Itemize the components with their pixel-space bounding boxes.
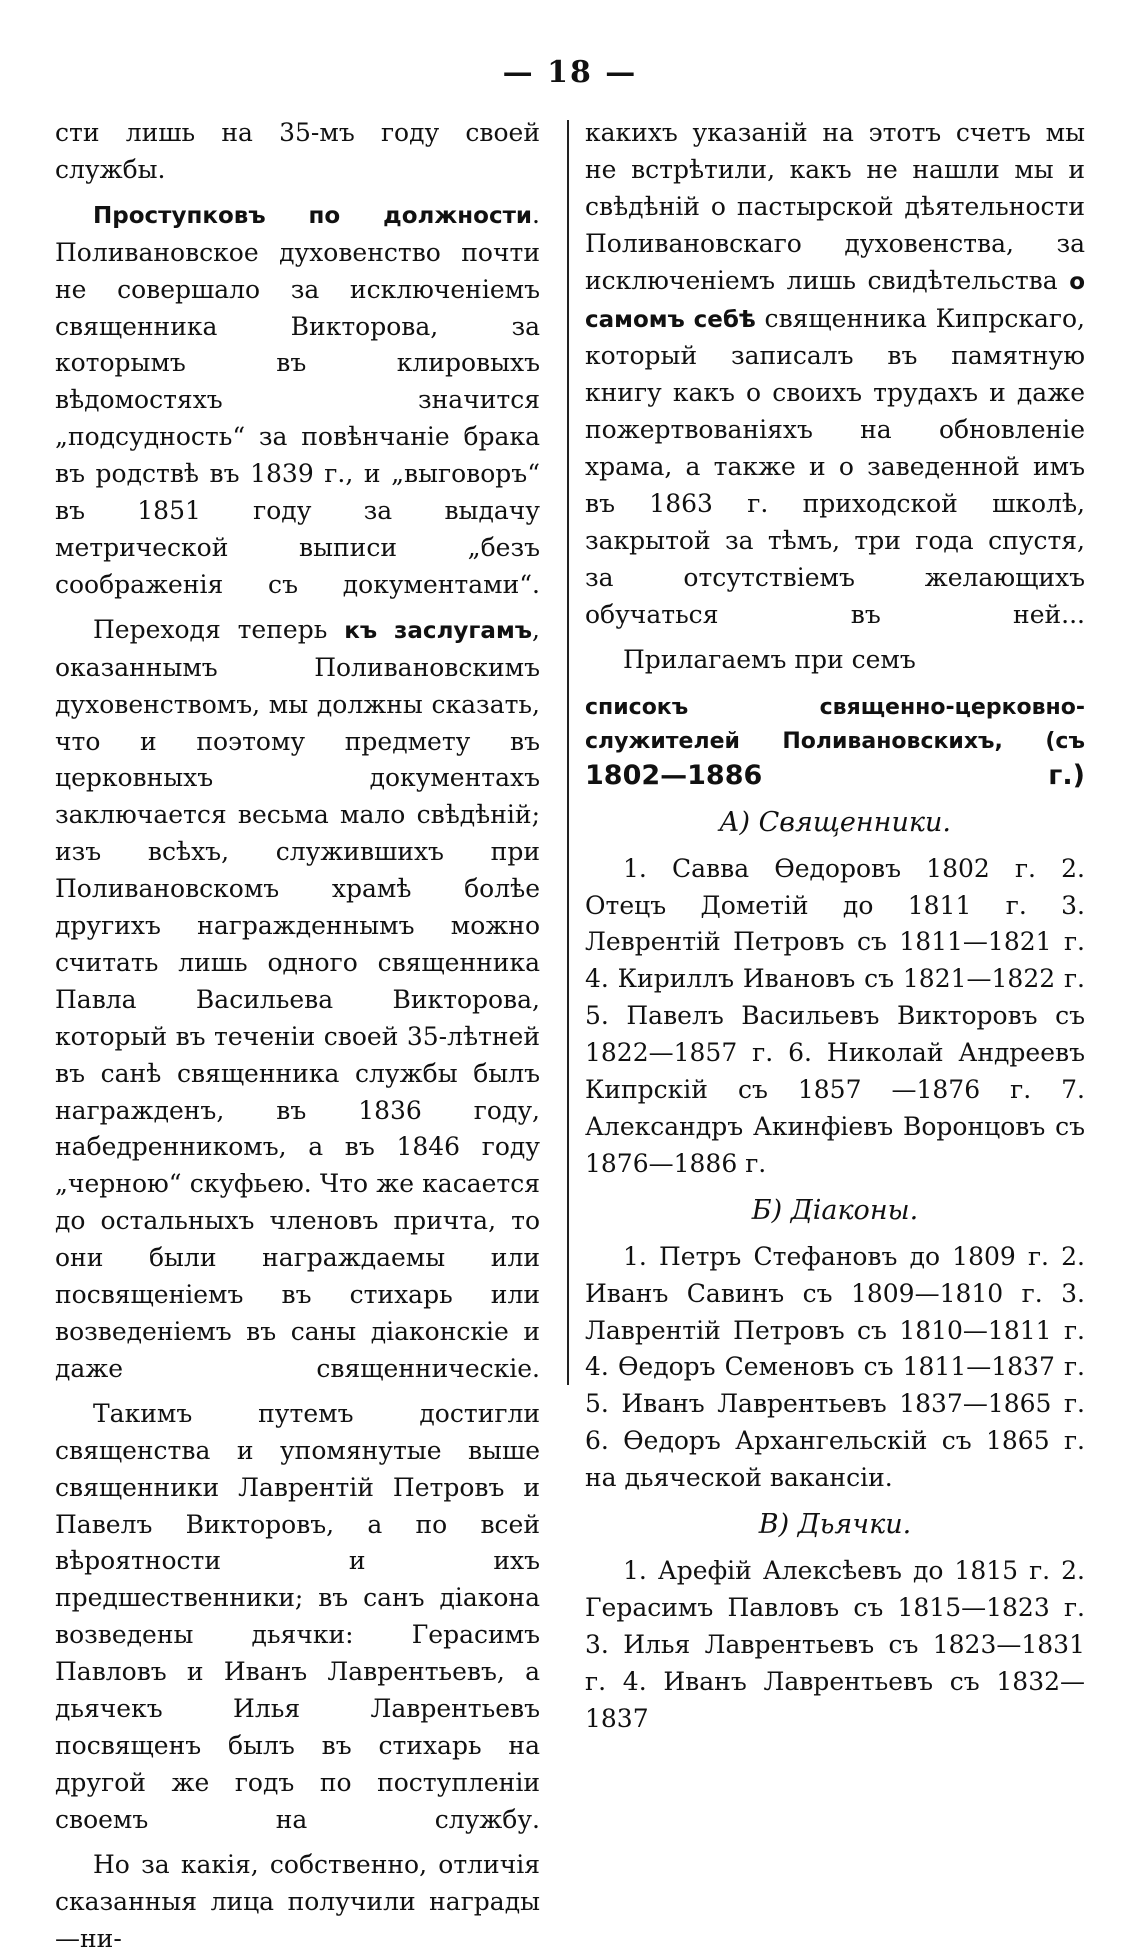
heading-misconduct: Проступковъ по должности [93, 202, 533, 229]
section-priests-title: А) Священники. [719, 806, 951, 838]
page-number: — 18 — [502, 55, 638, 90]
paragraph-attach: Прилагаемъ при семъ [623, 644, 916, 674]
section-deacons-list: 1. Петръ Стефановъ до 1809 г. 2. Иванъ Савинъ съ 1809—1810 г. 3. Лаврентiй Петровъ съ 1810—1811 г. 4. Өедоръ Семеновъ съ 1811—1837 г. 5. Иванъ Лаврентьевъ 1837—1865 г. 6. Өедоръ Архангельскiй съ 1865 г. на дьяческой вакансiи. [585, 1241, 1085, 1493]
heading-about-himself: о самомъ себѣ [585, 268, 1085, 333]
clergy-list-title: списокъ священно-церковно-служителей Поливановскихъ, (съ 1802—1886 г.) [585, 694, 1085, 791]
right-column [585, 115, 1085, 1738]
paragraph-misconduct: Проступковъ по должности. Поливановское духовенство почти не совершало за исключенiемъ священника Викторова, за которымъ въ клировыхъ вѣдомостяхъ значится „подсудность“ за повѣнчанiе брака въ родствѣ въ 1839 г., и „выговоръ“ въ 1851 году за выдачу метрической выписи „безъ соображенiя съ документами“. [55, 199, 540, 599]
section-priests-list: 1. Савва Өедоровъ 1802 г. 2. Отецъ Дометiй до 1811 г. 3. Леврентiй Петровъ съ 1811—1821 г. 4. Кириллъ Ивановъ съ 1821—1822 г. 5. Павелъ Васильевъ Викторовъ съ 1822—1857 г. 6. Николай Андреевъ Кипрскiй съ 1857 —1876 г. 7. Александръ Акинфiевъ Воронцовъ съ 1876—1886 г. [585, 853, 1085, 1178]
heading-merits: къ заслугамъ [344, 617, 533, 644]
section-sextons-title: В) Дьячки. [758, 1509, 912, 1541]
paragraph-ordinations: Такимъ путемъ достигли священства и упомянутые выше священники Лаврентiй Петровъ и Павелъ Викторовъ, а по всей вѣроятности и ихъ предшественники; въ санъ дiакона возведены дьячки: Герасимъ Павловъ и Иванъ Лаврентьевъ, а дьячекъ Илья Лаврентьевъ посвященъ былъ въ стихарь на другой же годъ по поступленiи своемъ на службу. [55, 1398, 540, 1834]
left-column [55, 115, 540, 1957]
column-divider [567, 120, 569, 1385]
paragraph-awards: Но за какiя, собственно, отличiя сказанныя лица получили награды—ни- [55, 1849, 540, 1953]
paragraph-pastoral: какихъ указанiй на этотъ счетъ мы не встрѣтили, какъ не нашли мы и свѣдѣнiй о пастырской дѣятельности Поливановскаго духовенства, за исключенiемъ лишь свидѣтельства о самомъ себѣ священника Кипрскаго, который записалъ въ памятную книгу какъ о своихъ трудахъ и даже пожертвованiяхъ на обновленiе храма, а также и о заведенной имъ въ 1863 г. приходской школѣ, закрытой за тѣмъ, три года спустя, за отсутствiемъ желающихъ обучаться въ ней... [585, 118, 1085, 629]
paragraph-merits: Переходя теперь къ заслугамъ, оказаннымъ Поливановскимъ духовенствомъ, мы должны сказать, что и поэтому предмету въ церковныхъ документахъ заключается весьма мало свѣдѣнiй; изъ всѣхъ, служившихъ при Поливановскомъ храмѣ болѣе другихъ награжденнымъ можно считать лишь одного священника Павла Васильева Викторова, который въ теченiи своей 35-лѣтней въ санѣ священника службы былъ награжденъ, въ 1836 году, набедренникомъ, а въ 1846 году „черною“ скуфьею. Что же касается до остальныхъ членовъ причта, то они были награждаемы или посвященiемъ въ стихарь или возведенiемъ въ саны дiаконскiе и даже священническiе. [55, 614, 540, 1383]
paragraph-service-end: сти лишь на 35-мъ году своей службы. [55, 118, 540, 184]
section-sextons-list: 1. Арефiй Алексѣевъ до 1815 г. 2. Герасимъ Павловъ съ 1815—1823 г. 3. Илья Лаврентьевъ съ 1823—1831 г. 4. Иванъ Лаврентьевъ съ 1832—1837 [585, 1556, 1085, 1733]
section-deacons-title: Б) Дiаконы. [751, 1194, 919, 1226]
